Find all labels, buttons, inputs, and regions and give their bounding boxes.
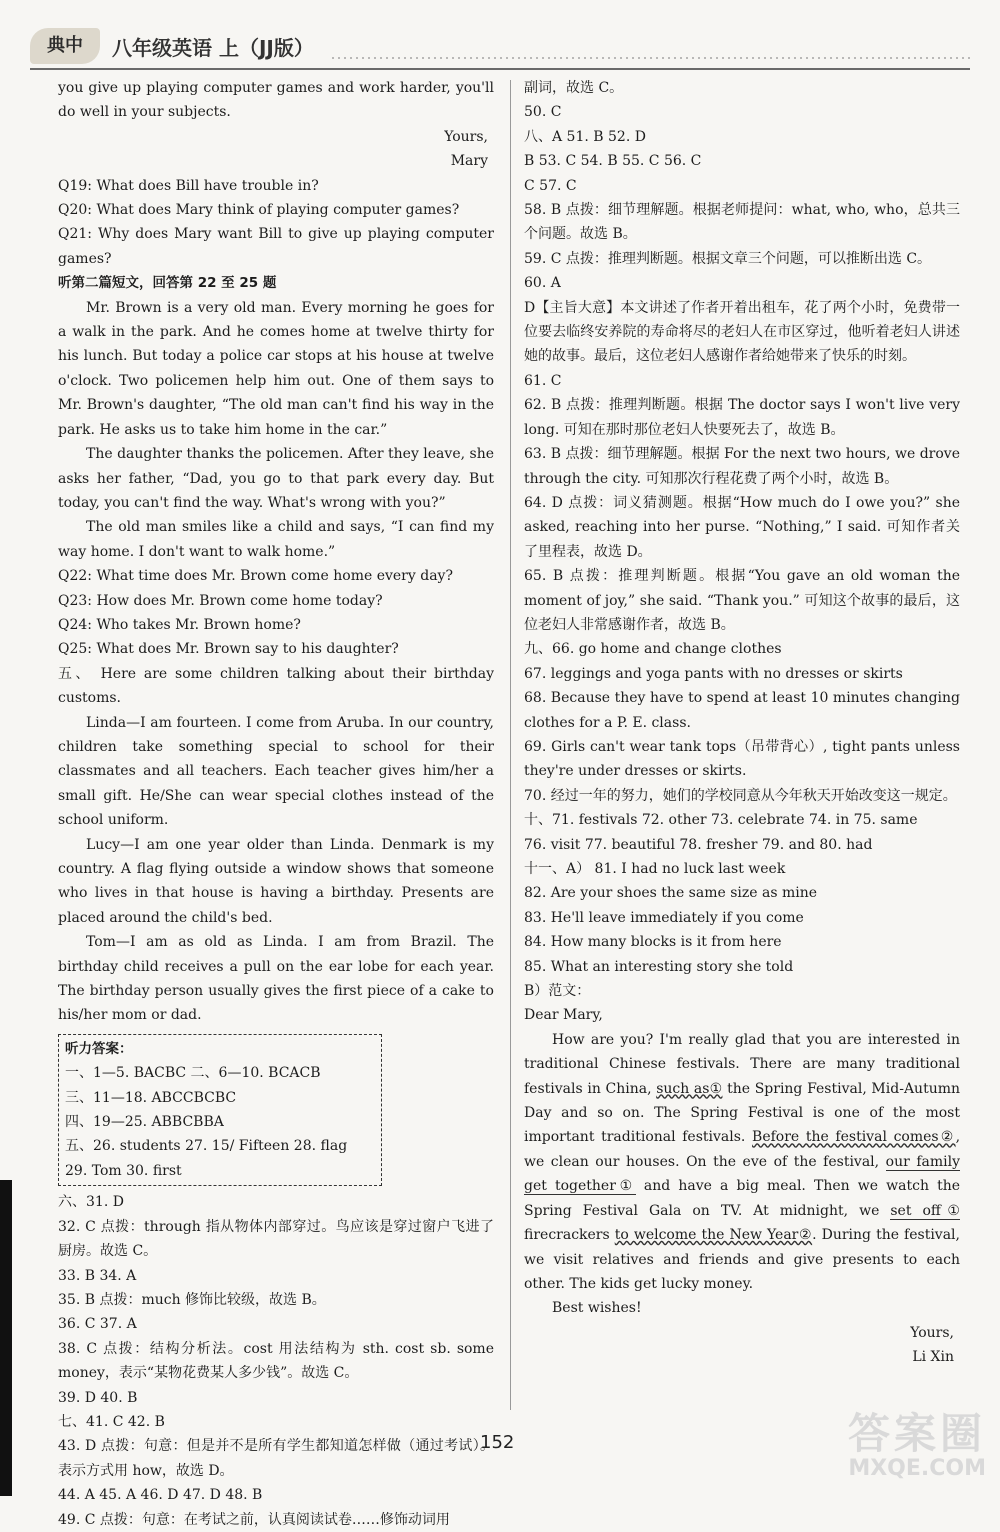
answer-line: 60. A — [524, 275, 561, 292]
book-title: 八年级英语 上（JJ版） — [112, 36, 314, 60]
answer-line: 85. What an interesting story she told — [524, 958, 794, 975]
answer-line: 62. B 点拨：推理判断题。根据 The doctor says I won't live very long. 可知在那时那位老妇人快要死去了，故选 B。 — [524, 397, 960, 438]
answer-line: 58. B 点拨：细节理解题。根据老师提问：what, who, who，总共三个问题。故选 B。 — [524, 202, 960, 243]
letter-signature: Mary — [450, 153, 488, 170]
question-22: Q22: What time does Mr. Brown come home every day? — [58, 568, 453, 585]
answer-line: 三、11—18. ABCCBCBC — [65, 1089, 237, 1106]
answer-line: 69. Girls can't wear tank tops（吊带背心）, tight pants unless they're under dresses or skirts. — [524, 738, 960, 780]
answer-line: B 53. C 54. B 55. C 56. C — [524, 153, 702, 170]
answer-line: 八、A 51. B 52. D — [524, 128, 646, 145]
answer-line: 64. D 点拨：词义猜测题。根据“How much do I owe you?” she asked, reaching into her purse. “Nothing,” I said. 可知作者关了里程表，故选 D。 — [524, 494, 960, 560]
answer-line: 32. C 点拨：through 指从物体内部穿过。鸟应该是穿过窗户飞进了厨房。故选 C。 — [58, 1218, 494, 1260]
answer-line: 68. Because they have to spend at least 10 minutes changing clothes for a P. E. class. — [524, 690, 960, 731]
passage-paragraph: The old man smiles like a child and says, “I can find my way home. I don't want to walk home.” — [58, 519, 494, 560]
essay-closing: Best wishes! — [552, 1300, 642, 1317]
essay-signature: Li Xin — [912, 1349, 954, 1366]
letter-closing: Yours, — [444, 128, 488, 145]
answer-line: 五、26. students 27. 15/ Fifteen 28. flag — [65, 1138, 348, 1155]
answer-line: 副词，故选 C。 — [524, 80, 624, 96]
answer-line: C 57. C — [524, 177, 577, 194]
highlight-phrase: to welcome the New Year② — [614, 1227, 813, 1244]
page-header — [30, 28, 970, 70]
main-idea: D【主旨大意】本文讲述了作者开着出租车，花了两个小时，免费带一位要去临终安养院的寿命将尽的老妇人在市区穿过，他听着老妇人讲述她的故事。最后，这位老妇人感谢作者给她带来了快乐的时刻。 — [524, 299, 960, 365]
answer-line: 36. C 37. A — [58, 1316, 137, 1333]
brand-logo: 典中 — [30, 28, 100, 64]
answer-line: 65. B 点拨：推理判断题。根据“You gave an old woman the moment of joy,” she said. “Thank you.” 可知这个故事的最后，这位老妇人非常感谢作者，故选 B。 — [524, 568, 960, 633]
section-heading: 听第二篇短文，回答第 22 至 25 题 — [58, 275, 277, 292]
highlight-phrase: set off① — [890, 1202, 960, 1219]
site-watermark — [776, 1409, 986, 1484]
section-five-intro: 五、 Here are some children talking about their birthday customs. — [58, 665, 494, 707]
column-divider — [510, 80, 511, 1410]
answer-line: 84. How many blocks is it from here — [524, 934, 782, 951]
passage-paragraph: Mr. Brown is a very old man. Every morning he goes for a walk in the park. And he comes home at twelve thirty for his lunch. But today a police car stops at his house at twelve o'clock. Two policemen help him out. One of them says to Mr. Brown's daughter, “The old man can't find his way in the park. He asks us to take him home in the car.” — [58, 299, 494, 438]
answer-line: 44. A 45. A 46. D 47. D 48. B — [58, 1487, 263, 1504]
answer-line: 61. C — [524, 372, 562, 389]
question-25: Q25: What does Mr. Brown say to his daughter? — [58, 641, 399, 658]
question-23: Q23: How does Mr. Brown come home today? — [58, 592, 383, 609]
answer-line: 一、1—5. BACBC 二、6—10. BCACB — [65, 1065, 321, 1082]
essay-yours: Yours, — [910, 1324, 954, 1341]
answer-line: 九、66. go home and change clothes — [524, 641, 782, 658]
highlight-phrase: Before the festival comes② — [752, 1129, 956, 1146]
answer-line: 82. Are your shoes the same size as mine — [524, 885, 818, 902]
letter-text: you give up playing computer games and work harder, you'll do well in your subjects. — [58, 80, 494, 121]
watermark-url: MXQE.COM — [848, 1456, 986, 1481]
answer-line: 50. C — [524, 104, 562, 121]
essay-body: How are you? I'm really glad that you are interested in traditional Chinese festivals. There are many traditional festivals in China, such as① the Spring Festival, Mid-Autumn Day and so on. The Spring Festival is one of the most important traditional festivals. Before the festival comes②, we clean our houses. On the eve of the festival, our family get together① and have a big meal. Then we watch the Spring Festival Gala on TV. At midnight, we set off① firecrackers to welcome the New Year②. During the festival, we visit relatives and friends and give presents to each other. The kids get lucky money. — [524, 1031, 961, 1292]
answer-line: 29. Tom 30. first — [65, 1162, 182, 1179]
answer-line: 83. He'll leave immediately if you come — [524, 909, 804, 926]
essay-greeting: Dear Mary, — [524, 1007, 603, 1024]
answer-line: 十、71. festivals 72. other 73. celebrate 74. in 75. same — [524, 812, 918, 829]
answer-line: 39. D 40. B — [58, 1389, 138, 1406]
answer-line: 四、19—25. ABBCBBA — [65, 1114, 224, 1131]
highlight-phrase: our family get together① — [524, 1153, 960, 1195]
answer-line: 43. D 点拨：句意：但是并不是所有学生都知道怎样做（通过考试）。表示方式用 how，故选 D。 — [58, 1438, 494, 1479]
answer-line: 十一、A） 81. I had no luck last week — [524, 861, 786, 877]
answer-line: 59. C 点拨：推理判断题。根据文章三个问题，可以推断出选 C。 — [524, 250, 932, 267]
passage-paragraph: Linda—I am fourteen. I come from Aruba. In our country, children take something special to school for their classmates and all teachers. Each teacher gives him/her a small gift. He/She can wear special clothes instead of the school uniform. — [58, 714, 494, 829]
highlight-phrase: such as① — [656, 1080, 723, 1097]
answer-line: 35. B 点拨：much 修饰比较级，故选 B。 — [58, 1291, 326, 1308]
page-edge-shadow — [0, 1180, 12, 1496]
answer-line: 六、31. D — [58, 1194, 124, 1211]
passage-paragraph: Lucy—I am one year older than Linda. Denmark is my country. A flag flying outside a window shows that someone who lives in that house is having a birthday. Presents are placed around the child's bed. — [58, 836, 494, 926]
answer-line: 七、41. C 42. B — [58, 1413, 165, 1430]
model-essay-label: B）范文： — [524, 983, 591, 1000]
passage-paragraph: The daughter thanks the policemen. After they leave, she asks her father, “Dad, you go to that park every day. But today, you can't find the way. What's wrong with you?” — [58, 446, 494, 511]
answer-box-title: 听力答案： — [65, 1040, 133, 1057]
answer-line: 49. C 点拨：句意：在考试之前，认真阅读试卷……修饰动词用 — [58, 1511, 450, 1528]
answer-line: 63. B 点拨：细节理解题。根据 For the next two hours, we drove through the city. 可知那次行程花费了两个小时，故选 B。 — [524, 446, 960, 487]
right-column — [524, 76, 960, 1370]
answer-line: 70. 经过一年的努力，她们的学校同意从今年秋天开始改变这一规定。 — [524, 787, 957, 804]
answer-line: 38. C 点拨：结构分析法。cost 用法结构为 sth. cost sb. some money，表示“某物花费某人多少钱”。故选 C。 — [58, 1340, 494, 1382]
header-dotted-rule — [330, 56, 970, 60]
page-number: 152 — [480, 1432, 515, 1453]
question-21: Q21: Why does Mary want Bill to give up playing computer games? — [58, 226, 494, 267]
listening-answer-box — [58, 1034, 382, 1186]
question-20: Q20: What does Mary think of playing computer games? — [58, 202, 460, 219]
left-column — [58, 76, 494, 1532]
passage-paragraph: Tom—I am as old as Linda. I am from Brazil. The birthday child receives a pull on the ear lobe for each year. The birthday person usually gives the first piece of a cake to his/her mom or dad. — [58, 934, 494, 1024]
answer-line: 67. leggings and yoga pants with no dresses or skirts — [524, 665, 903, 682]
watermark-title: 答案圈 — [847, 1409, 986, 1458]
question-19: Q19: What does Bill have trouble in? — [58, 177, 319, 194]
answer-line: 33. B 34. A — [58, 1267, 137, 1284]
answer-line: 76. visit 77. beautiful 78. fresher 79. and 80. had — [524, 836, 873, 853]
question-24: Q24: Who takes Mr. Brown home? — [58, 616, 301, 633]
